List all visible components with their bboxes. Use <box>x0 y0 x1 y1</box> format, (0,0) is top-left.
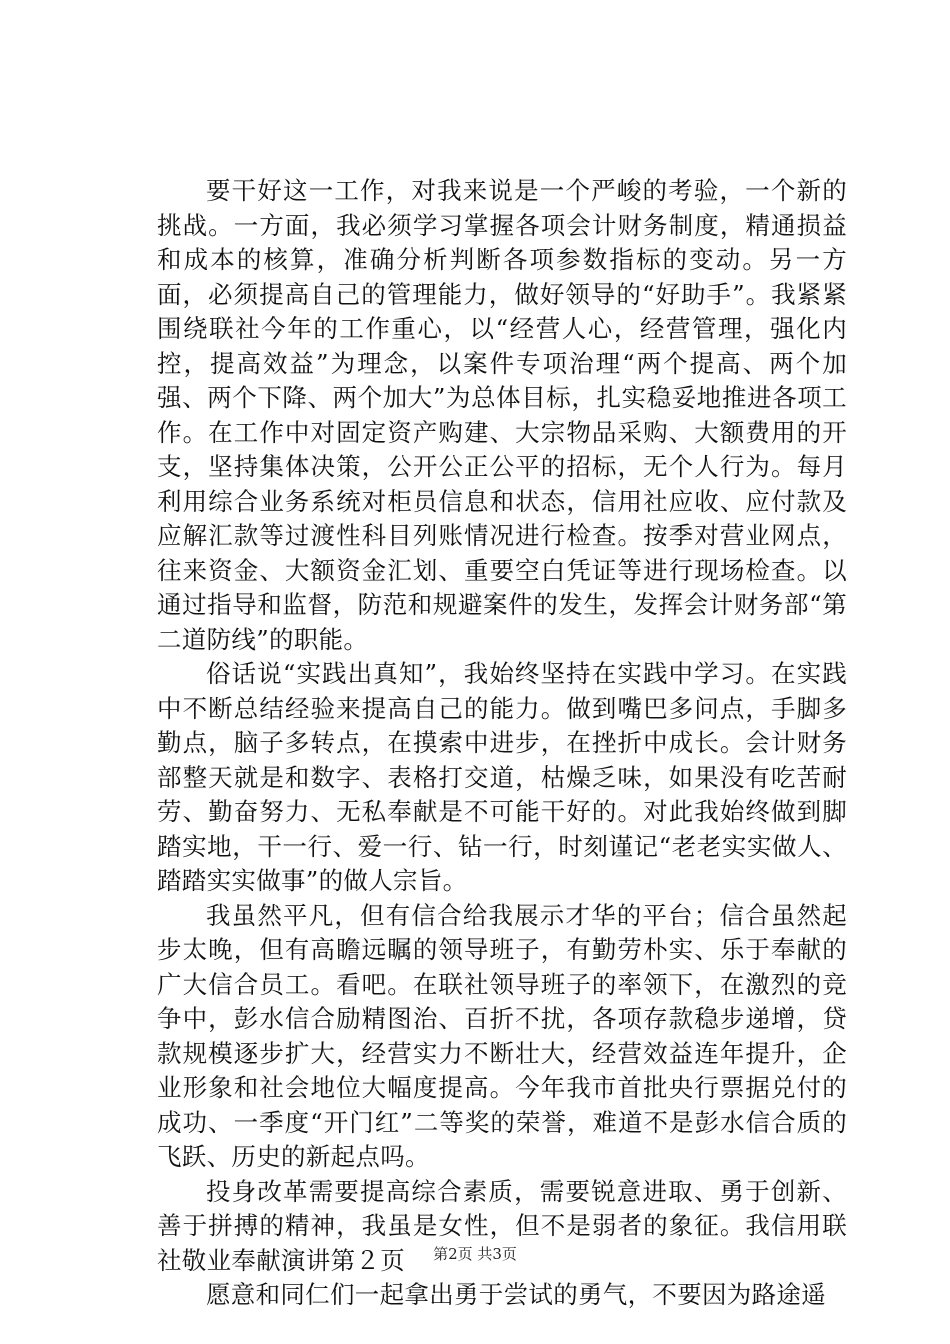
page-footer: 第2页 共3页 <box>433 1245 517 1263</box>
document-body <box>157 174 847 1313</box>
paragraph-4: 投身改革需要提高综合素质，需要锐意进取、勇于创新、善于拼搏的精神，我虽是女性，但不是弱者的象征。我信用联社敬业奉献演讲第２页 <box>157 1176 847 1275</box>
paragraph-5: 愿意和同仁们一起拿出勇于尝试的勇气，不要因为路途遥 <box>206 1280 826 1309</box>
paragraph-2: 俗话说“实践出真知”，我始终坚持在实践中学习。在实践中不断总结经验来提高自己的能力。做到嘴巴多问点，手脚多勤点，脑子多转点，在摸索中进步，在挫折中成长。会计财务部整天就是和数字、表格打交道，枯燥乏味，如果没有吃苦耐劳、勤奋努力、无私奉献是不可能干好的。对此我始终做到脚踏实地，干一行、爱一行、钻一行，时刻谨记“老老实实做人、踏踏实实做事”的做人宗旨。 <box>157 659 847 895</box>
paragraph-3: 我虽然平凡，但有信合给我展示才华的平台；信合虽然起步太晚，但有高瞻远瞩的领导班子，有勤劳朴实、乐于奉献的广大信合员工。看吧。在联社领导班子的率领下，在激烈的竞争中，彭水信合励精图治、百折不扰，各项存款稳步递增，贷款规模逐步扩大，经营实力不断壮大，经营效益连年提升，企业形象和社会地位大幅度提高。今年我市首批央行票据兑付的成功、一季度“开门红”二等奖的荣誉，难道不是彭水信合质的飞跃、历史的新起点吗。 <box>157 900 847 1171</box>
paragraph-1: 要干好这一工作，对我来说是一个严峻的考验，一个新的挑战。一方面，我必须学习掌握各项会计财务制度，精通损益和成本的核算，准确分析判断各项参数指标的变动。另一方面，必须提高自己的管理能力，做好领导的“好助手”。我紧紧围绕联社今年的工作重心，以“经营人心，经营管理，强化内控，提高效益”为理念，以案件专项治理“两个提高、两个加强、两个下降、两个加大”为总体目标，扎实稳妥地推进各项工作。在工作中对固定资产购建、大宗物品采购、大额费用的开支，坚持集体决策，公开公正公平的招标，无个人行为。每月利用综合业务系统对柜员信息和状态，信用社应收、应付款及应解汇款等过渡性科目列账情况进行检查。按季对营业网点，往来资金、大额资金汇划、重要空白凭证等进行现场检查。以通过指导和监督，防范和规避案件的发生，发挥会计财务部“第二道防线”的职能。 <box>157 176 848 654</box>
